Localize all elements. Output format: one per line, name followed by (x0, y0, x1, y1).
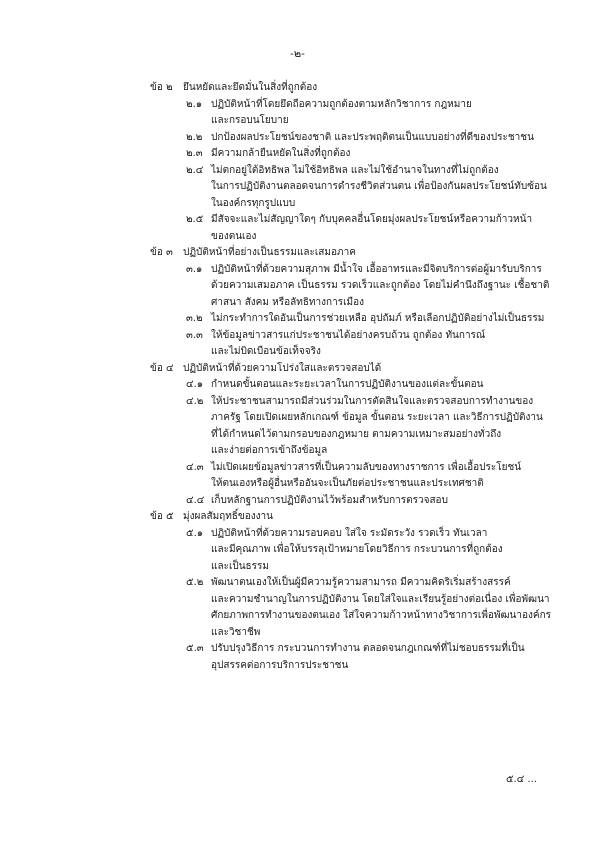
clause-text-line: ในการปฏิบัติงานตลอดจนการดำรงชีวิตส่วนตน เพื่อป้องกันผลประโยชน์ทับซ้อน (211, 181, 547, 192)
section-number: ข้อ ๒ (150, 82, 173, 93)
clause-text-line: ปฏิบัติหน้าที่ด้วยความรอบคอบ ใส่ใจ ระมัดระวัง รวดเร็ว ทันเวลา (211, 527, 488, 539)
clause-number: ๒.๒ (186, 131, 203, 143)
clause-text-line: ปฏิบัติหน้าที่ด้วยความสุภาพ มีน้ำใจ เอื้ออาทรและมีจิตบริการต่อผู้มารับบริการ (211, 263, 542, 275)
clause-item (0, 212, 595, 245)
clause-number: ๒.๕ (186, 214, 204, 225)
clause-text-line: ในองค์กรทุกรูปแบบ (211, 197, 296, 209)
section-number: ข้อ ๓ (150, 247, 173, 258)
section-heading (0, 509, 595, 526)
clause-text-line: ปฏิบัติหน้าที่โดยยึดถือความถูกต้องตามหลักวิชาการ กฎหมาย (211, 98, 472, 110)
clause-text-line: และวิชาชีพ (211, 626, 261, 638)
clause-text-line: และเป็นธรรม (211, 560, 269, 572)
clause-item (0, 146, 595, 163)
clause-item (0, 311, 595, 328)
clause-item (0, 377, 595, 394)
section-title: ปฏิบัติหน้าที่อย่างเป็นธรรมและเสมอภาค (183, 247, 356, 258)
clause-number: ๕.๓ (186, 643, 204, 654)
section-heading (0, 245, 595, 262)
clause-text-line: และกรอบนโยบาย (211, 115, 289, 126)
clause-text-line: ศักยภาพการทำงานของตนเอง ใส่ใจความก้าวหน้าทางวิชาการเพื่อพัฒนาองค์กร (211, 610, 551, 621)
clause-text-line: มีความกล้ายืนหยัดในสิ่งที่ถูกต้อง (211, 148, 351, 159)
clause-number: ๒.๑ (186, 98, 203, 110)
clause-text-line: มีสัจจะและไม่สัญญาใดๆ กับบุคคลอื่นโดยมุ่งผลประโยชน์หรือความก้าวหน้า (211, 214, 533, 225)
clause-text-line: ให้ตนเองหรือผู้อื่นหรืออันจะเป็นภัยต่อประชาชนและประเทศชาติ (211, 478, 484, 489)
clause-text-line: ที่ได้กำหนดไว้ตามกรอบของกฎหมาย ตามความเหมาะสมอย่างทั่วถึง (211, 428, 502, 440)
clause-number: ๓.๒ (186, 313, 203, 324)
clause-item (0, 641, 595, 674)
clause-item (0, 328, 595, 361)
clause-item (0, 97, 595, 130)
clause-text-line: เก็บหลักฐานการปฏิบัติงานไว้พร้อมสำหรับการตรวจสอบ (211, 494, 448, 506)
clause-item (0, 130, 595, 147)
clause-number: ๕.๒ (186, 577, 204, 588)
clause-number: ๒.๓ (186, 148, 203, 159)
clause-number: ๔.๒ (186, 395, 204, 407)
section-number: ข้อ ๔ (150, 362, 174, 374)
section-title: มุ่งผลสัมฤทธิ์ของงาน (183, 511, 273, 522)
section-number: ข้อ ๕ (150, 511, 174, 522)
document-body (0, 80, 595, 674)
clause-number: ๒.๔ (186, 164, 204, 176)
clause-number: ๔.๔ (186, 494, 205, 506)
continuation-marker: ๕.๔ ... (505, 774, 537, 785)
clause-item (0, 394, 595, 460)
clause-item (0, 262, 595, 312)
clause-text-line: ของตนเอง (211, 230, 257, 242)
clause-text-line: ศาสนา สังคม หรือลัทธิทางการเมือง (211, 296, 364, 308)
clause-text-line: กำหนดขั้นตอนและระยะเวลาในการปฏิบัติงานของแต่ละขั้นตอน (211, 379, 484, 390)
section-heading (0, 361, 595, 378)
clause-text-line: พัฒนาตนเองให้เป็นผู้มีความรู้ความสามารถ มีความคิดริเริ่มสร้างสรรค์ (211, 577, 511, 588)
section-title: ยึนหยัดและยึดมั่นในสิ่งที่ถูกต้อง (183, 82, 318, 93)
clause-text-line: ปกป้องผลประโยชน์ของชาติ และประพฤติตนเป็นแบบอย่างที่ดีของประชาชน (211, 131, 534, 143)
clause-number: ๔.๓ (186, 461, 204, 473)
clause-text-line: และความชำนาญในการปฏิบัติงาน โดยใส่ใจและเรียนรู้อย่างต่อเนื่อง เพื่อพัฒนา (211, 593, 550, 605)
clause-item (0, 460, 595, 493)
clause-text-line: ภาครัฐ โดยเปิดเผยหลักเกณฑ์ ข้อมูล ขั้นตอน ระยะเวลา และวิธีการปฏิบัติงาน (211, 412, 543, 423)
clause-text-line: ปรับปรุงวิธีการ กระบวนการทำงาน ตลอดจนกฎเกณฑ์ที่ไม่ชอบธรรมที่เป็น (211, 643, 525, 654)
clause-item (0, 575, 595, 641)
clause-number: ๔.๑ (186, 379, 204, 390)
clause-text-line: ให้ข้อมูลข่าวสารแก่ประชาชนได้อย่างครบถ้วน ถูกต้อง ทันการณ์ (211, 329, 486, 341)
section-title: ปฏิบัติหน้าที่ด้วยความโปร่งใสและตรวจสอบได้ (183, 362, 382, 374)
clause-item (0, 493, 595, 510)
clause-text-line: ไม่ตกอยู่ใต้อิทธิพล ไม่ใช้อิทธิพล และไม่ใช้อำนาจในทางที่ไม่ถูกต้อง (211, 164, 499, 176)
clause-text-line: อุปสรรคต่อการบริการประชาชน (211, 659, 349, 671)
clause-text-line: ไม่เปิดเผยข้อมูลข่าวสารที่เป็นความลับของทางราชการ เพื่อเอื้อประโยชน์ (211, 461, 522, 473)
clause-text-line: ไม่กระทำการใดอันเป็นการช่วยเหลือ อุปถัมภ์ หรือเลือกปฏิบัติอย่างไม่เป็นธรรม (211, 313, 545, 324)
page-number: -๒- (290, 47, 305, 60)
clause-text-line: และมีคุณภาพ เพื่อให้บรรลุเป้าหมายโดยวิธีการ กระบวนการที่ถูกต้อง (211, 544, 503, 555)
clause-number: ๕.๑ (186, 527, 204, 539)
clause-text-line: และง่ายต่อการเข้าถึงข้อมูล (211, 445, 328, 456)
clause-item (0, 163, 595, 213)
clause-text-line: และไม่บิดเบือนข้อเท็จจริง (211, 346, 321, 357)
clause-number: ๓.๓ (186, 329, 203, 341)
clause-text-line: ให้ประชาชนสามารถมีส่วนร่วมในการตัดสินใจและตรวจสอบการทำงานของ (211, 395, 534, 407)
clause-item (0, 526, 595, 576)
clause-number: ๓.๑ (186, 263, 203, 275)
clause-text-line: ด้วยความเสมอภาค เป็นธรรม รวดเร็วและถูกต้อง โดยไม่คำนึงถึงฐานะ เชื้อชาติ (211, 280, 550, 291)
section-heading (0, 80, 595, 97)
